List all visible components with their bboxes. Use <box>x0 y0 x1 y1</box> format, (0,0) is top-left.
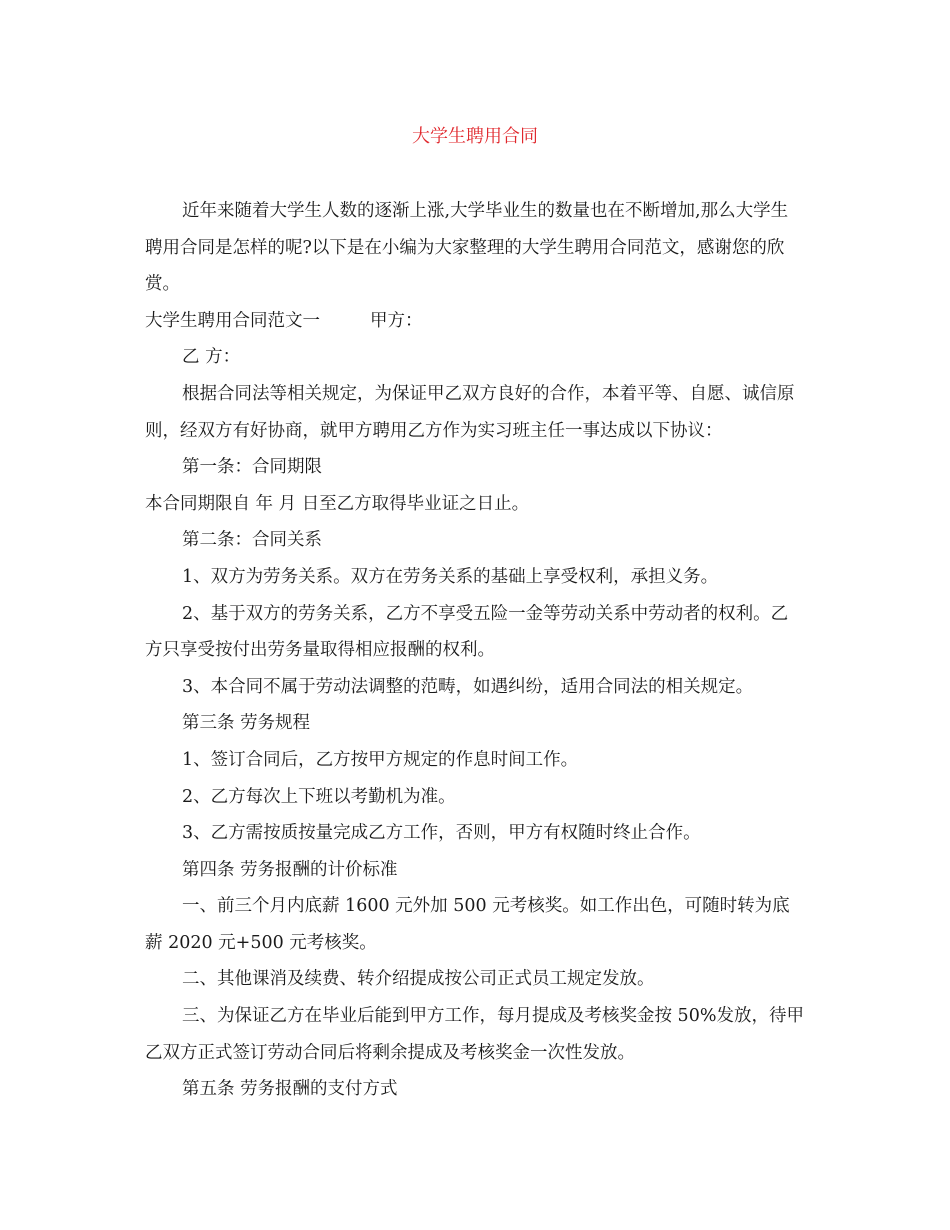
document-title: 大学生聘用合同 <box>412 126 538 147</box>
article-1-text: 本合同期限自 年 月 日至乙方取得毕业证之日止。 <box>145 493 530 514</box>
article-3-title: 第三条 劳务规程 <box>182 713 311 734</box>
article-2-item-2: 2、基于双方的劳务关系，乙方不享受五险一金等劳动关系中劳动者的权利。乙方只享受按付出劳务量取得相应报酬的权利。 <box>145 603 789 661</box>
article-3-item-3: 3、乙方需按质按量完成乙方工作，否则，甲方有权随时终止合作。 <box>182 823 701 844</box>
article-5-title: 第五条 劳务报酬的支付方式 <box>182 1079 398 1100</box>
article-4-title: 第四条 劳务报酬的计价标准 <box>182 859 398 880</box>
sample-heading-line <box>145 303 805 340</box>
article-1-title: 第一条：合同期限 <box>182 457 322 478</box>
party-a-label: 甲方： <box>370 310 423 331</box>
sample-heading: 大学生聘用合同范文一 <box>145 310 320 331</box>
intro-paragraph: 近年来随着大学生人数的逐渐上涨,大学毕业生的数量也在不断增加,那么大学生聘用合同是怎样的呢?以下是在小编为大家整理的大学生聘用合同范文，感谢您的欣赏。 <box>145 201 789 295</box>
article-4-item-3: 三、为保证乙方在毕业后能到甲方工作，每月提成及考核奖金按 50%发放，待甲乙双方正式签订劳动合同后将剩余提成及考核奖金一次性发放。 <box>145 1006 804 1063</box>
article-4-item-2: 二、其他课消及续费、转介绍提成按公司正式员工规定发放。 <box>182 969 655 990</box>
article-4-item-1: 一、前三个月内底薪 1600 元外加 500 元考核奖。如工作出色，可随时转为底薪 2020 元+500 元考核奖。 <box>145 896 790 953</box>
article-2-item-3: 3、本合同不属于劳动法调整的范畴，如遇纠纷，适用合同法的相关规定。 <box>182 676 754 697</box>
party-b-label: 乙 方： <box>182 347 241 368</box>
article-3-item-2: 2、乙方每次上下班以考勤机为准。 <box>182 786 456 807</box>
preamble-paragraph: 根据合同法等相关规定，为保证甲乙双方良好的合作，本着平等、自愿、诚信原则，经双方有好协商，就甲方聘用乙方作为实习班主任一事达成以下协议： <box>145 383 795 441</box>
article-3-item-1: 1、签订合同后，乙方按甲方规定的作息时间工作。 <box>182 749 579 770</box>
article-2-item-1: 1、双方为劳务关系。双方在劳务关系的基础上享受权利，承担义务。 <box>182 566 719 587</box>
article-2-title: 第二条：合同关系 <box>182 530 322 551</box>
document-body <box>145 193 805 1108</box>
